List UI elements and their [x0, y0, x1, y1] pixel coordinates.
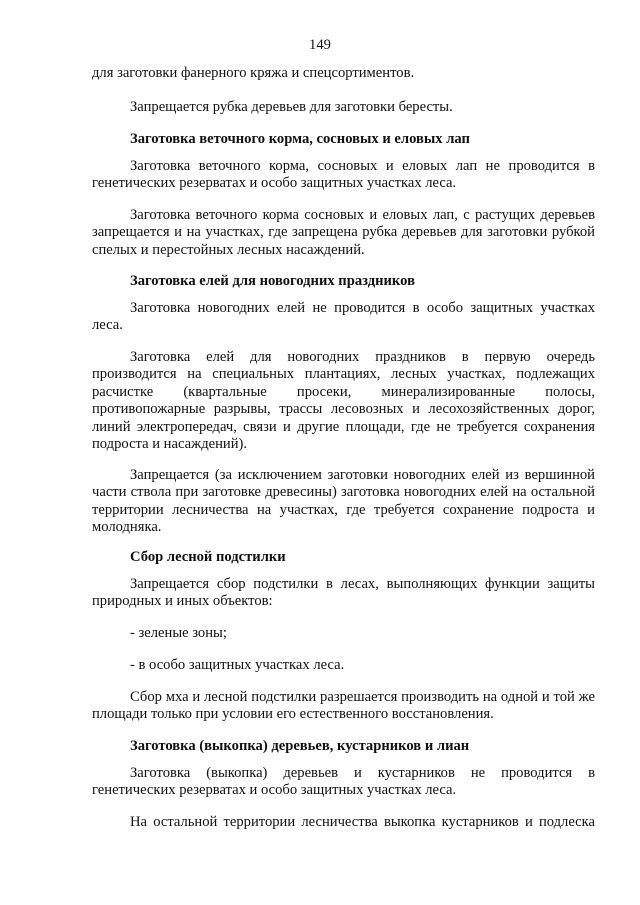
list-item-green-zones: - зеленые зоны;: [130, 625, 227, 641]
paragraph-moss-collection: Сбор мха и лесной подстилки разрешается производить на одной и той же площади только при условии его естественного восстановления.: [92, 689, 595, 723]
list-item-protected-areas: - в особо защитных участках леса.: [130, 657, 345, 673]
paragraph-digging-restriction: Заготовка (выкопка) деревьев и кустарников не проводится в генетических резерватах и особо защитных участках леса.: [92, 765, 595, 799]
section-heading-new-year-trees: Заготовка елей для новогодних праздников: [130, 273, 415, 289]
paragraph-new-year-trees-plantations: Заготовка елей для новогодних праздников в первую очередь производится на специальных плантациях, лесных участках, подлежащих расчистке (квартальные просеки, минерализированные полосы, противопожарные разрывы, трассы лесовозных и лесохозяйственных дорог, линий электропередач, связи и другие площади, где не требуется сохранения подроста и насаждений).: [92, 349, 595, 453]
paragraph-branch-feed-prohibition: Заготовка веточного корма сосновых и еловых лап, с растущих деревьев запрещается и на участках, где запрещена рубка деревьев для заготовки рубкой спелых и перестойных лесных насаждений.: [92, 207, 595, 258]
paragraph-new-year-trees-prohibition: Запрещается (за исключением заготовки новогодних елей из вершинной части ствола при заготовке древесины) заготовка новогодних елей на остальной территории лесничества на участках, где требуется сохранение подроста и молодняка.: [92, 467, 595, 536]
paragraph-digging-remaining-territory: На остальной территории лесничества выкопка кустарников и подлеска: [130, 814, 595, 830]
continuation-text: для заготовки фанерного кряжа и спецсортиментов.: [92, 65, 415, 81]
paragraph-branch-feed-restriction: Заготовка веточного корма, сосновых и еловых лап не проводится в генетических резерватах и особо защитных участках леса.: [92, 158, 595, 192]
paragraph-birch-bark: Запрещается рубка деревьев для заготовки бересты.: [130, 99, 453, 115]
paragraph-litter-prohibition: Запрещается сбор подстилки в лесах, выполняющих функции защиты природных и иных объектов:: [92, 576, 595, 610]
section-heading-branch-feed: Заготовка веточного корма, сосновых и еловых лап: [130, 131, 470, 147]
section-heading-litter-collection: Сбор лесной подстилки: [130, 549, 286, 565]
page-number: 149: [309, 37, 331, 53]
section-heading-digging: Заготовка (выкопка) деревьев, кустарников и лиан: [130, 738, 470, 754]
paragraph-new-year-trees-restriction: Заготовка новогодних елей не проводится в особо защитных участках леса.: [92, 300, 595, 334]
